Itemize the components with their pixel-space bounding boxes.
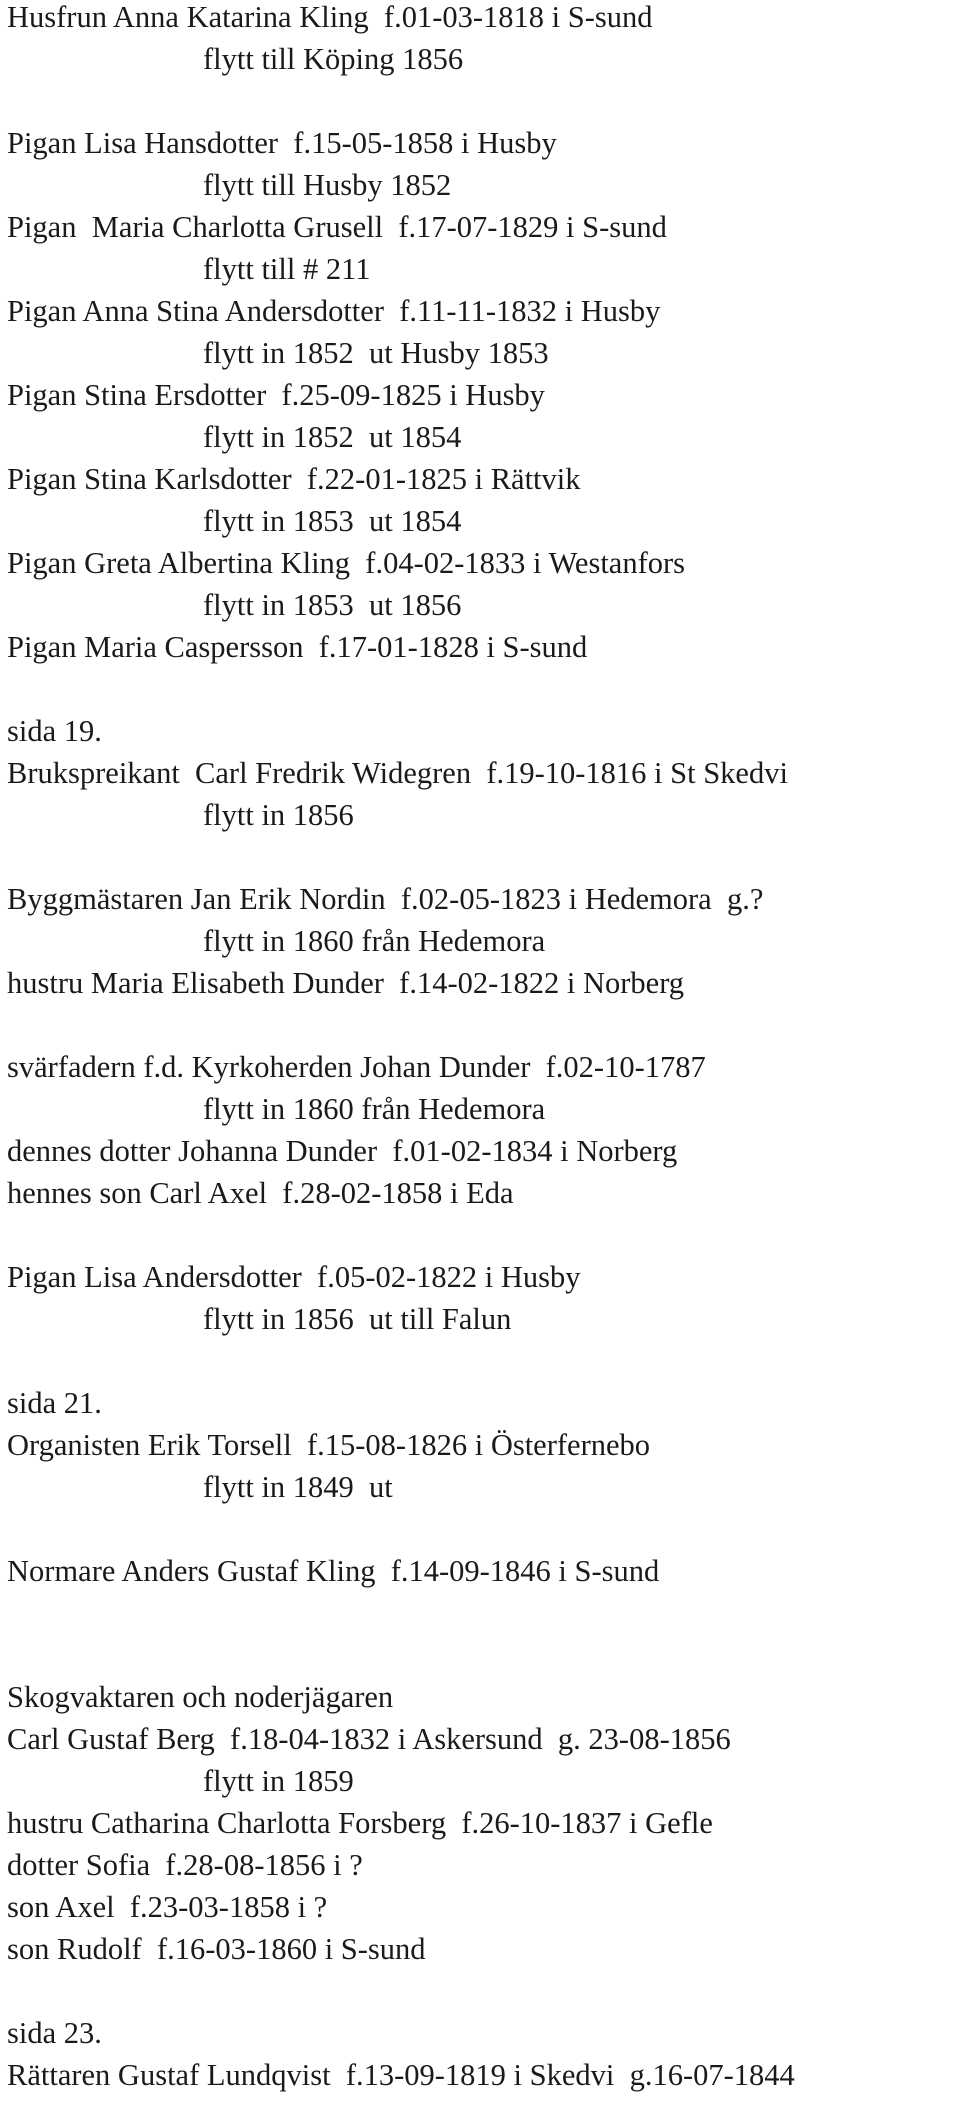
text-line: Carl Gustaf Berg f.18-04-1832 i Askersund g. 23-08-1856 [7,1722,731,1756]
text-line: hennes son Carl Axel f.28-02-1858 i Eda [7,1176,514,1210]
text-line: svärfadern f.d. Kyrkoherden Johan Dunder f.02-10-1787 [7,1050,706,1084]
text-line: Husfrun Anna Katarina Kling f.01-03-1818 i S-sund [7,0,653,34]
text-line: Normare Anders Gustaf Kling f.14-09-1846 i S-sund [7,1554,660,1588]
text-line: flytt in 1852 ut 1854 [203,420,462,454]
text-line: flytt till Husby 1852 [203,168,452,202]
text-line: flytt in 1849 ut [203,1470,393,1504]
text-line: dotter Sofia f.28-08-1856 i ? [7,1848,363,1882]
text-line: flytt in 1853 ut 1856 [203,588,462,622]
text-line: flytt till # 211 [203,252,371,286]
text-line: Skogvaktaren och noderjägaren [7,1680,394,1714]
text-line: flytt in 1852 ut Husby 1853 [203,336,549,370]
text-line: Pigan Stina Karlsdotter f.22-01-1825 i Rättvik [7,462,581,496]
text-line: Pigan Lisa Andersdotter f.05-02-1822 i Husby [7,1260,581,1294]
text-line: son Rudolf f.16-03-1860 i S-sund [7,1932,426,1966]
text-line: Pigan Maria Caspersson f.17-01-1828 i S-sund [7,630,588,664]
text-line: Rättaren Gustaf Lundqvist f.13-09-1819 i Skedvi g.16-07-1844 [7,2058,795,2092]
text-line: flytt in 1853 ut 1854 [203,504,462,538]
text-line: son Axel f.23-03-1858 i ? [7,1890,328,1924]
section-heading: sida 23. [7,2016,102,2050]
text-line: flytt in 1856 ut till Falun [203,1302,512,1336]
text-line: Pigan Lisa Hansdotter f.15-05-1858 i Husby [7,126,557,160]
text-line: hustru Catharina Charlotta Forsberg f.26-10-1837 i Gefle [7,1806,713,1840]
text-line: hustru Maria Elisabeth Dunder f.14-02-1822 i Norberg [7,966,685,1000]
text-line: dennes dotter Johanna Dunder f.01-02-1834 i Norberg [7,1134,678,1168]
section-heading: sida 19. [7,714,102,748]
text-line: flytt in 1856 [203,798,354,832]
text-line: Pigan Anna Stina Andersdotter f.11-11-1832 i Husby [7,294,661,328]
text-line: Byggmästaren Jan Erik Nordin f.02-05-1823 i Hedemora g.? [7,882,764,916]
text-line: flytt in 1860 från Hedemora [203,924,546,958]
section-heading: sida 21. [7,1386,102,1420]
text-line: flytt in 1860 från Hedemora [203,1092,546,1126]
text-line: Brukspreikant Carl Fredrik Widegren f.19-10-1816 i St Skedvi [7,756,788,790]
text-line: Pigan Stina Ersdotter f.25-09-1825 i Husby [7,378,545,412]
text-line: Pigan Maria Charlotta Grusell f.17-07-1829 i S-sund [7,210,667,244]
text-line: Pigan Greta Albertina Kling f.04-02-1833 i Westanfors [7,546,686,580]
text-line: flytt till Köping 1856 [203,42,464,76]
text-line: Organisten Erik Torsell f.15-08-1826 i Österfernebo [7,1428,651,1462]
text-line: flytt in 1859 [203,1764,354,1798]
